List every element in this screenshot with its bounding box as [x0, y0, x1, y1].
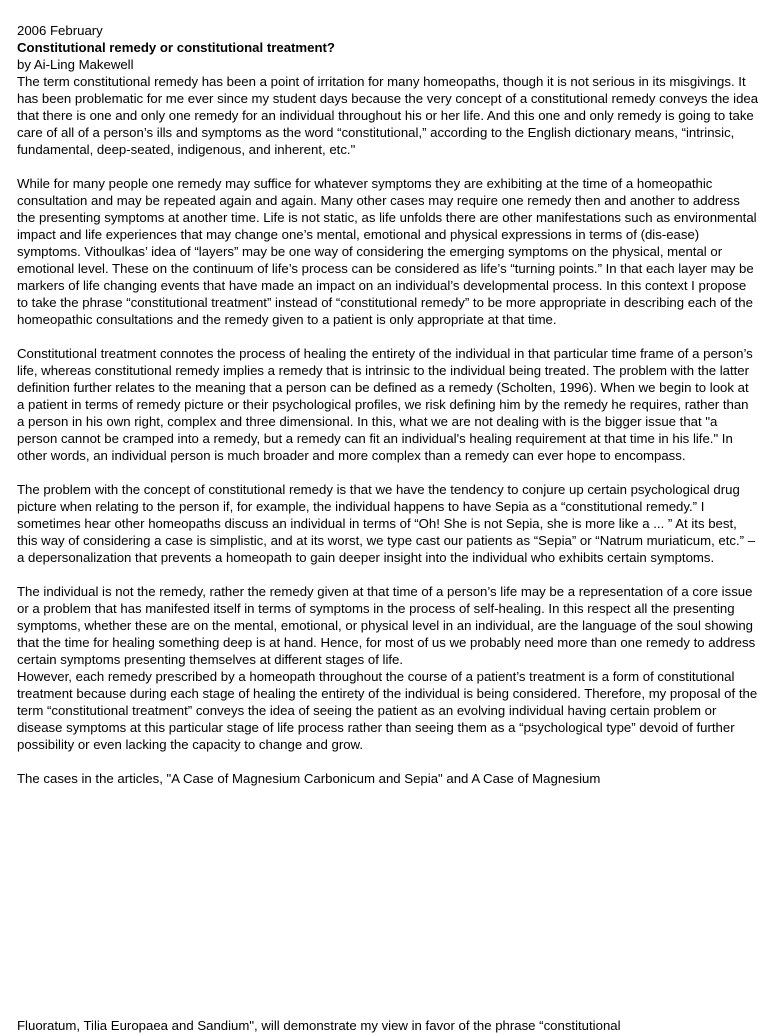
article-date: 2006 February	[17, 23, 103, 38]
paragraph-5: The individual is not the remedy, rather the remedy given at that time of a person’s life may be a representation of a core issue or a problem that has manifested itself in terms of symptoms in the process of self-healing. In this respect all the presenting symptoms, whether these are on the mental, emotional, or physical level in an individual, are the language of the soul showing that the time for healing something deep is at hand. Hence, for most of us we probably need more than one remedy to address certain symptoms presenting themselves at different stages of life.	[17, 584, 756, 667]
article-byline: by Ai-Ling Makewell	[17, 57, 134, 72]
document-page	[17, 22, 759, 787]
paragraph-2: While for many people one remedy may suffice for whatever symptoms they are exhibiting at the time of a homeopathic consultation and may be repeated again and again. Many other cases may require one remedy then and another to address the presenting symptoms at another time. Life is not static, as life unfolds there are other manifestations such as environmental impact and life experiences that may change one’s mental, emotional and physical expressions in terms of (dis-ease) symptoms. Vithoulkas’ idea of “layers” may be one way of considering the emerging symptoms on the physical, mental or emotional level. These on the continuum of life’s process can be considered as life’s “turning points.” In that each layer may be markers of life changing events that have made an impact on an individual’s developmental process. In this context I propose to take the phrase “constitutional treatment” instead of “constitutional remedy” to be more appropriate in describing each of the homeopathic consultations and the remedy given to a patient is only appropriate at that time.	[17, 176, 757, 327]
paragraph-3: Constitutional treatment connotes the process of healing the entirety of the individual in that particular time frame of a person’s life, whereas constitutional remedy implies a remedy that is intrinsic to the individual being treated. The problem with the latter definition further relates to the meaning that a person can be defined as a remedy (Scholten, 1996). When we begin to look at a patient in terms of remedy picture or their psychological profiles, we risk defining him by the remedy he requires, rather than a person in his own right, complex and three dimensional. In this, what we are not dealing with is the bigger issue that "a person cannot be cramped into a remedy, but a remedy can fit an individual's healing requirement at that time in his life." In other words, an individual person is much broader and more complex than a remedy can ever hope to encompass.	[17, 346, 753, 463]
article-title: Constitutional remedy or constitutional treatment?	[17, 40, 335, 55]
page-bottom-text-fragment: Fluoratum, Tilia Europaea and Sandium", will demonstrate my view in favor of the phrase “constitutional	[17, 1018, 621, 1033]
paragraph-4: The problem with the concept of constitutional remedy is that we have the tendency to conjure up certain psychological drug picture when relating to the person if, for example, the individual happens to have Sepia as a “constitutional remedy.” I sometimes hear other homeopaths discuss an individual in terms of “Oh! She is not Sepia, she is more like a ... ” At its best, this way of considering a case is simplistic, and at its worst, we type cast our patients as “Sepia” or “Natrum muriaticum, etc.” – a depersonalization that prevents a homeopath to gain deeper insight into the individual who exhibits certain symptoms.	[17, 482, 756, 565]
paragraph-1: The term constitutional remedy has been a point of irritation for many homeopaths, though it is not serious in its misgivings. It has been problematic for me ever since my student days because the very concept of a constitutional remedy conveys the idea that there is one and only one remedy for an individual throughout his or her life. And this one and only remedy is going to take care of all of a person’s ills and symptoms as the word “constitutional,” according to the English dictionary means, “intrinsic, fundamental, deep-seated, indigenous, and inherent, etc."	[17, 74, 759, 157]
paragraph-7: The cases in the articles, "A Case of Magnesium Carbonicum and Sepia" and A Case of Magnesium	[17, 771, 601, 786]
paragraph-6: However, each remedy prescribed by a homeopath throughout the course of a patient’s treatment is a form of constitutional treatment because during each stage of healing the entirety of the individual is being considered. Therefore, my proposal of the term “constitutional treatment” conveys the idea of seeing the patient as an evolving individual having certain problem or disease symptoms at this particular stage of life process rather than seeing them as a “psychological type” devoid of further possibility or even lacking the capacity to change and grow.	[17, 669, 758, 752]
